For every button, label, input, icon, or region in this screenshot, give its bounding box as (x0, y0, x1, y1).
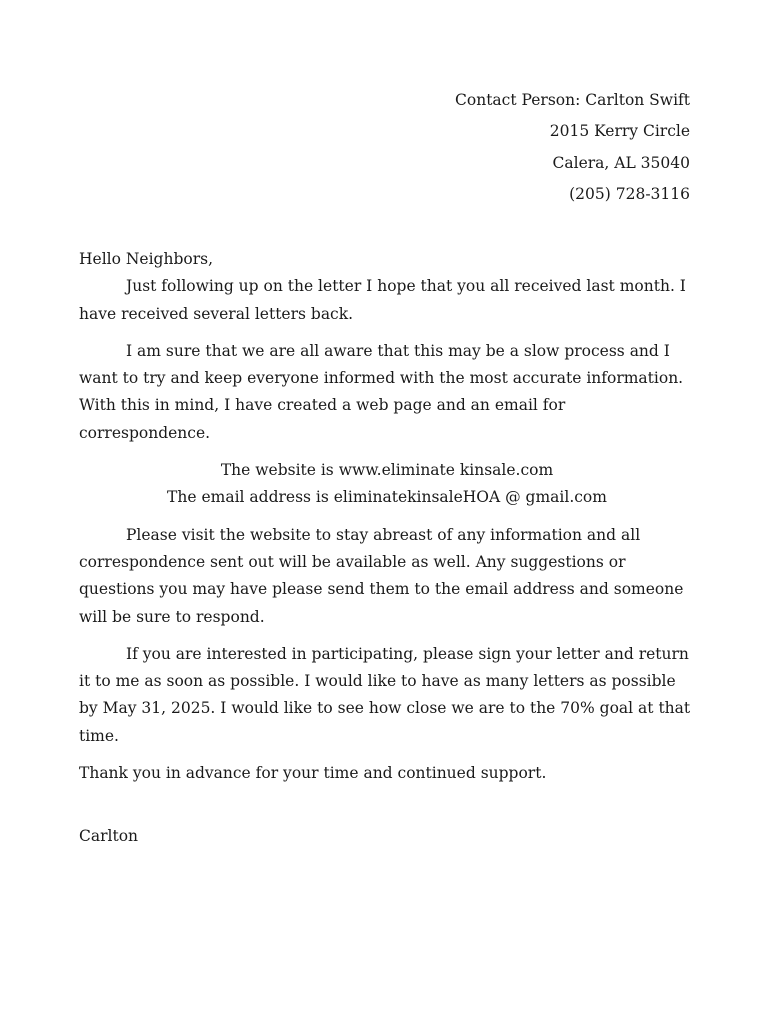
paragraph-visit-website: Please visit the website to stay abreast of any information and all correspondence sent out will be available as well. Any suggestions or questions you may have please send them to the email address and someone will be sure to respond. (79, 525, 684, 626)
paragraph-information: I am sure that we are all aware that this may be a slow process and I want to try and keep everyone informed with the most accurate information. With this in mind, I have created a web page and an email for correspondence. (79, 341, 684, 442)
city-state-zip: Calera, AL 35040 (552, 153, 690, 172)
closing-line: Thank you in advance for your time and continued support. (79, 764, 547, 783)
letter-greeting: Hello Neighbors, (79, 250, 214, 268)
contact-address-block (455, 89, 690, 214)
website-line: The website is www.eliminate kinsale.com (220, 461, 554, 480)
paragraph-follow-up: Just following up on the letter I hope that you all received last month. I have received several letters back. (79, 277, 686, 323)
street-address: 2015 Kerry Circle (549, 122, 690, 141)
contact-person: Contact Person: Carlton Swift (455, 91, 690, 109)
paragraph-participation: If you are interested in participating, please sign your letter and return it to me as soon as possible. I would like to have as many letters as possible by May 31, 2025. I would like to see how close we are to the 70% goal at that time. (79, 644, 691, 745)
email-line: The email address is eliminatekinsaleHOA @ gmail.com (167, 488, 607, 507)
letter-body (79, 246, 695, 851)
contact-links-block (79, 457, 695, 512)
phone-number: (205) 728-3116 (569, 184, 690, 203)
signature-name: Carlton (79, 827, 139, 846)
